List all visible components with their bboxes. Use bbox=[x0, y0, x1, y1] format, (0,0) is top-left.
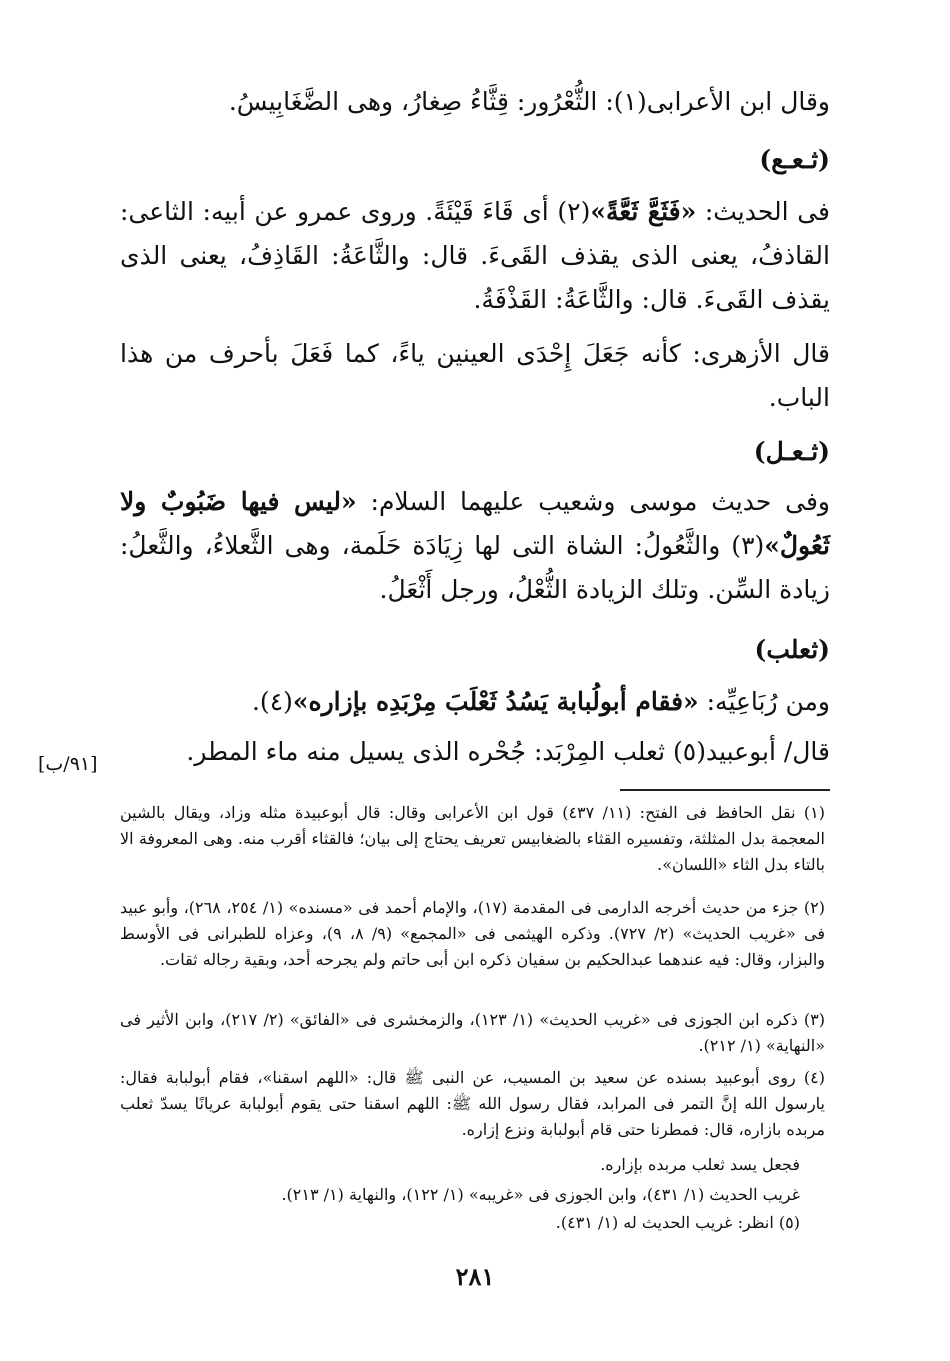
paragraph-text: (٢) أى قَاءَ قَيْئَةً. وروى عمرو عن أبيه: الثاعى: القاذفُ، يعنى الذى يقذف القَىءَ. قال: والثَّاعَةُ: القَاذِفُ، يعنى الذى يقذف القَىءَ. قال: والثَّاعَةُ: القَذْفَةُ. bbox=[120, 197, 830, 314]
manuscript-folio-marker: [٩١/ب] bbox=[38, 753, 98, 775]
paragraph-hadith-musa bbox=[120, 480, 830, 612]
page-number: ٢٨١ bbox=[455, 1262, 495, 1291]
footnote-2: (٢) جزء من حديث أخرجه الدارمى فى المقدمة (١٧)، والإمام أحمد فى «مسنده» (١/ ٢٥٤، ٢٦٨)، وأبو عبيد فى «غريب الحديث» (٢/ ٧٢٧). وذكره الهيثمى فى «المجمع» (٩/ ٨، ٩)، وعزاه للطبرانى فى الأوسط والبزار، وقال: فيه عندهما عبدالحكيم بن سفيان ذكره ابن أبى حاتم ولم يجرحه أحد، وبقية رجاله ثقات. bbox=[120, 898, 826, 969]
section-heading-thaa: (ثـعـع) bbox=[759, 145, 830, 174]
paragraph-prefix: فى الحديث: bbox=[696, 197, 830, 226]
paragraph-prefix: وفى حديث موسى وشعيب عليهما السلام: bbox=[356, 487, 830, 516]
hadith-quote: «فقام أبولُبابة يَسُدُ ثَعْلَبَ مِرْبَدِه بإزاره» bbox=[292, 687, 699, 716]
paragraph-text: (٣) والثَّعُولُ: الشاة التى لها زِيَادَة حَلَمة، وهى الثَّعلاءُ، والثَّعلُ: زيادة السِّن. وتلك الزيادة الثُّعْلُ، ورجل أَثْعَلُ. bbox=[120, 531, 830, 604]
paragraph-rubaiyy bbox=[120, 680, 830, 724]
footnote-4-continuation: فجعل يسد ثعلب مربده بإزاره. bbox=[600, 1155, 800, 1174]
footnote-separator bbox=[620, 789, 830, 791]
paragraph-prefix: ومن رُبَاعِيِّه: bbox=[698, 687, 830, 716]
paragraph-text: (٤). bbox=[251, 687, 293, 716]
section-heading-thaal: (ثـعـل) bbox=[753, 437, 830, 466]
footnote-4: (٤) روى أبوعبيد بسنده عن سعيد بن المسيب، عن النبى ﷺ قال: «اللهم اسقنا»، فقام أبولبابة فقال: يارسول الله إنَّ التمر فى المرابد، فقال رسول الله ﷺ: اللهم اسقنا حتى يقوم أبولبابة عريانًا يسدّ ثعلب مربده بازاره، قال: فمطرنا حتى قام أبولبابة ونزع إزاره. bbox=[120, 1068, 825, 1139]
paragraph-hadith-thaa bbox=[120, 190, 830, 322]
hadith-quote: «ليس فيها ضَبُوبٌ ولا ثَعُولٌ» bbox=[120, 487, 830, 560]
paragraph-azhari: قال الأزهرى: كأنه جَعَلَ إِحْدَى العينين ياءً، كما فَعَلَ بأحرف من هذا الباب. bbox=[120, 339, 830, 412]
footnote-5: (٥) انظر: غريب الحديث له (١/ ٤٣١). bbox=[555, 1213, 800, 1232]
paragraph-ibn-alarabi: وقال ابن الأعرابى(١): الثُّعْرُور: قِثَّاءُ صِغارُ، وهى الضَّغَابِيسُ. bbox=[228, 87, 830, 116]
section-heading-thalab: (ثعلب) bbox=[754, 635, 830, 664]
paragraph-abu-ubaid: قال/ أبوعبيد(٥) ثعلب المِرْبَد: جُحْره الذى يسيل منه ماء المطر. bbox=[186, 737, 830, 766]
footnote-3: (٣) ذكره ابن الجوزى فى «غريب الحديث» (١/ ١٢٣)، والزمخشرى فى «الفائق» (٢/ ٢١٧)، وابن الأثير فى «النهاية» (١/ ٢١٢). bbox=[120, 1010, 825, 1055]
hadith-quote: «فَثَعَّ ثَعَّةً» bbox=[590, 197, 697, 226]
footnote-4-references: غريب الحديث (١/ ٤٣١)، وابن الجوزى فى «غريبه» (١/ ١٢٢)، والنهاية (١/ ٢١٣). bbox=[281, 1185, 800, 1204]
footnote-1: (١) نقل الحافظ فى الفتح: (١١/ ٤٣٧) قول ابن الأعرابى وقال: قال أبوعبيدة مثله وزاد، ويقال بالشين المعجمة بدل المثلثة، وتفسيره القثاء بالضغابيس تعريف يحتاج إلى بيان؛ فالقثاء أقرب منه. وهى المعروفة الا بالتاء بدل الثاء «اللسان». bbox=[120, 803, 826, 874]
